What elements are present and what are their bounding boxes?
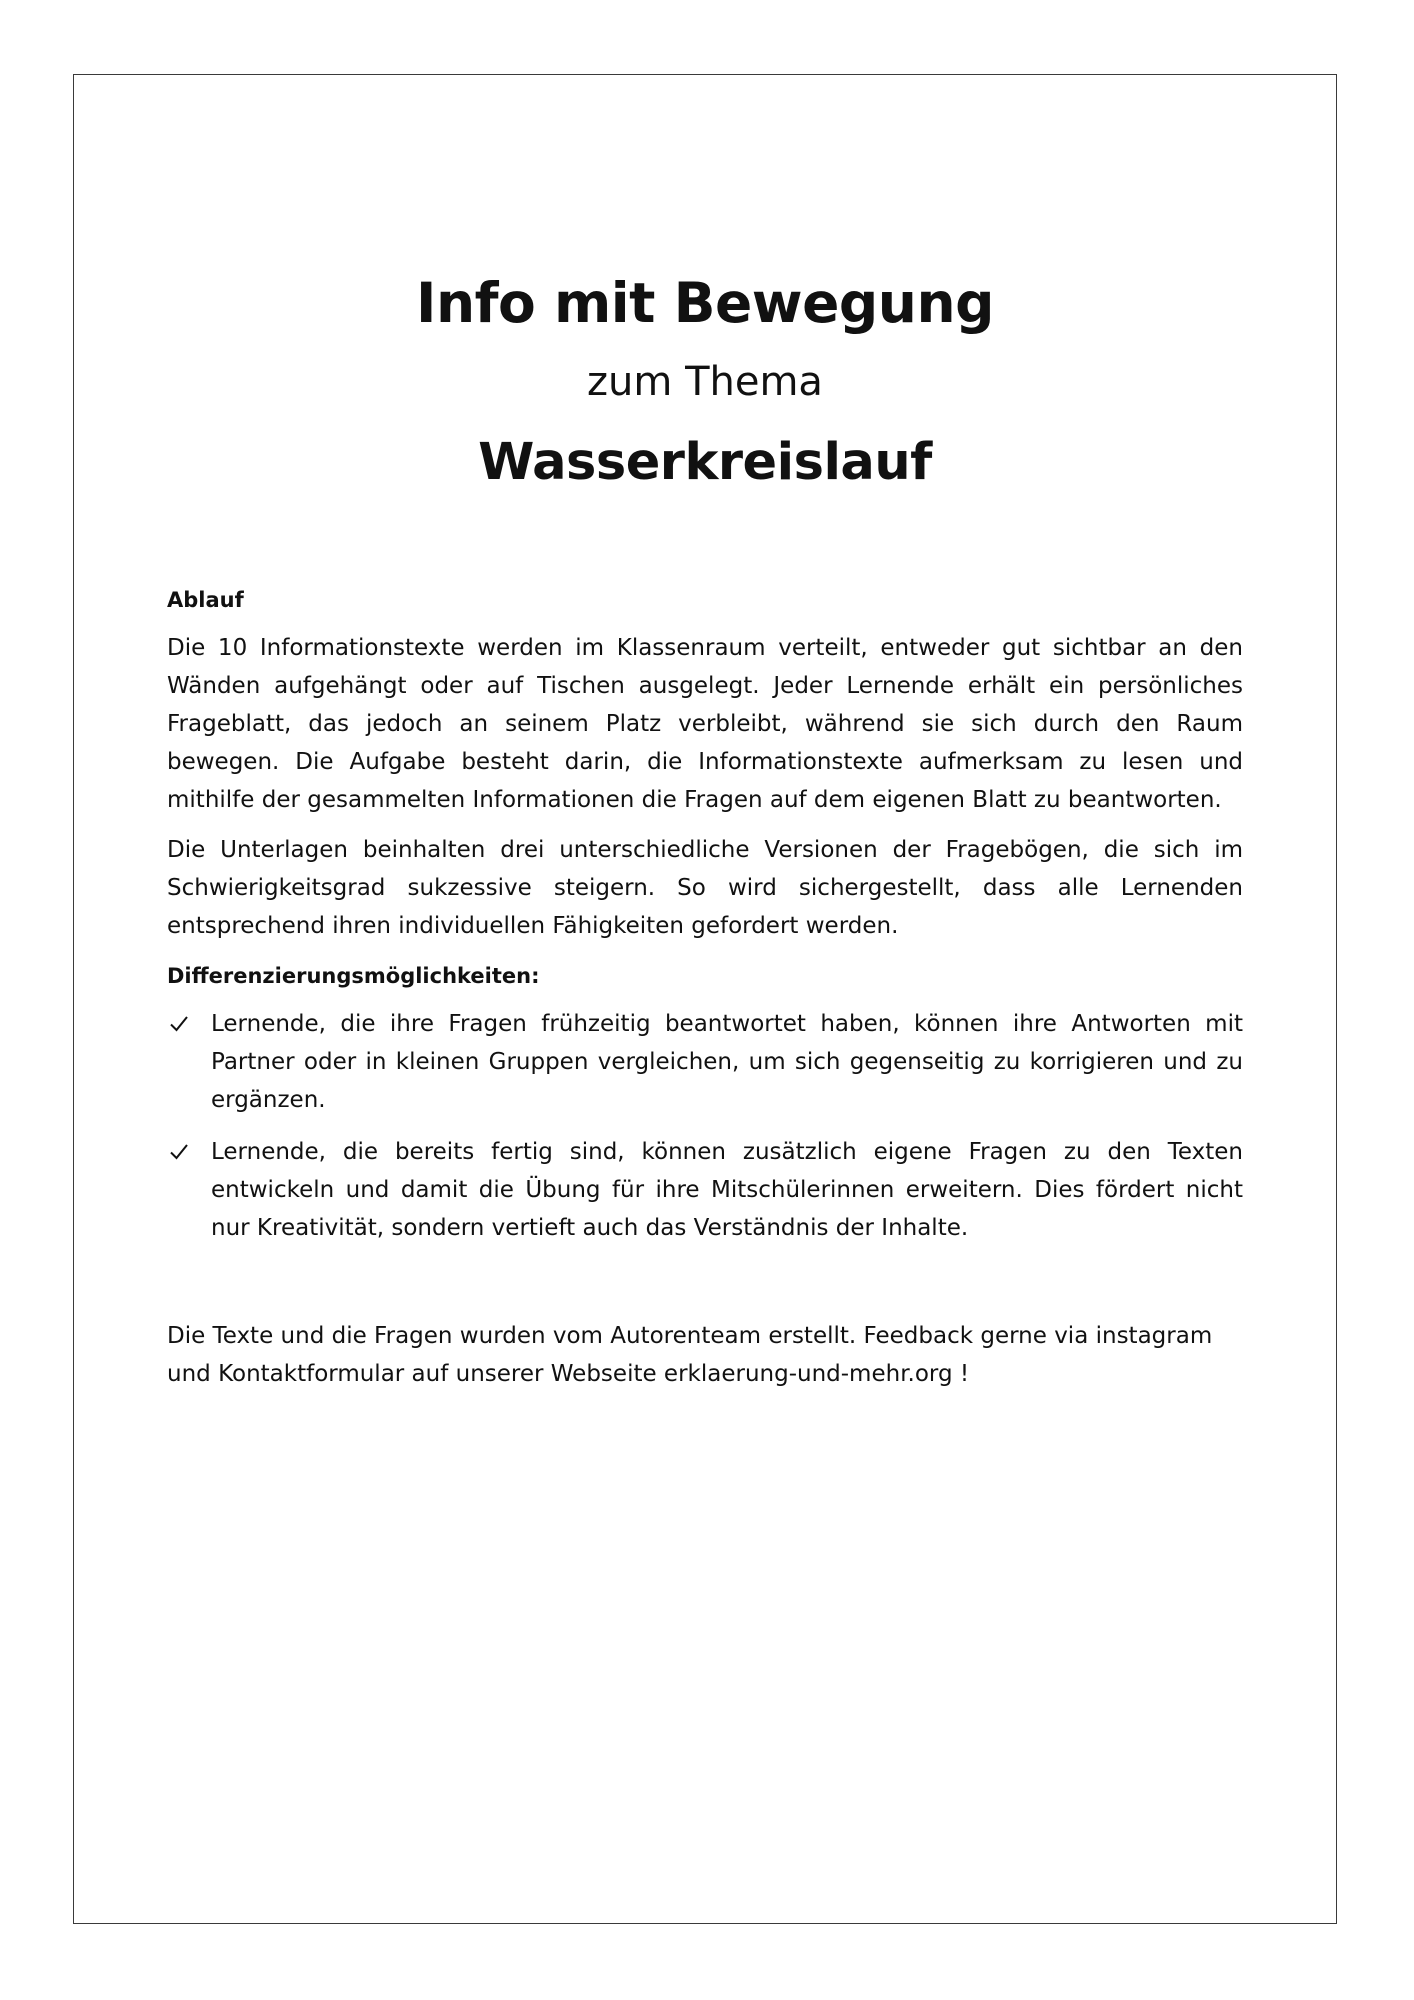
list-item-text: Lernende, die ihre Fragen frühzeitig beantwortet haben, können ihre Antworten mit Partner oder in kleinen Gruppen vergleichen, um sich gegenseitig zu korrigieren und zu ergänzen.	[211, 1011, 1243, 1114]
ablauf-paragraph: Die 10 Informationstexte werden im Klassenraum verteilt, entweder gut sichtbar an den Wänden aufgehängt oder auf Tischen ausgelegt. Jeder Lernende erhält ein persönliches Frageblatt, das jedoch an seinem Platz verbleibt, während sie sich durch den Raum bewegen. Die Aufgabe besteht darin, die Informationstexte aufmerksam zu lesen und mithilfe der gesammelten Informationen die Fragen auf dem eigenen Blatt zu beantworten.	[167, 635, 1243, 814]
ablauf-paragraph: Die Unterlagen beinhalten drei unterschiedliche Versionen der Fragebögen, die sich im Schwierigkeitsgrad sukzessive steigern. So wird sichergestellt, dass alle Lernenden entsprechend ihren individuellen Fähigkeiten gefordert werden.	[167, 837, 1243, 940]
checkmark-icon	[169, 1005, 193, 1043]
document-title: Info mit Bewegung	[416, 271, 994, 335]
checkmark-icon	[169, 1133, 193, 1171]
document-subtitle: zum Thema	[587, 359, 823, 405]
differenzierung-list	[167, 1005, 1243, 1247]
section-heading-differenzierung: Differenzierungsmöglichkeiten:	[167, 964, 540, 989]
list-item	[167, 1133, 1243, 1247]
document-content	[167, 270, 1243, 1393]
section-heading-ablauf: Ablauf	[167, 588, 244, 613]
list-item-text: Lernende, die bereits fertig sind, können zusätzlich eigene Fragen zu den Texten entwickeln und damit die Übung für ihre Mitschülerinnen erweitern. Dies fördert nicht nur Kreativität, sondern vertieft auch das Verständnis der Inhalte.	[211, 1139, 1243, 1242]
list-item	[167, 1005, 1243, 1119]
document-topic: Wasserkreislauf	[478, 433, 932, 492]
footer-note: Die Texte und die Fragen wurden vom Autorenteam erstellt. Feedback gerne via instagram und Kontaktformular auf unserer Webseite erklaerung-und-mehr.org !	[167, 1323, 1213, 1388]
